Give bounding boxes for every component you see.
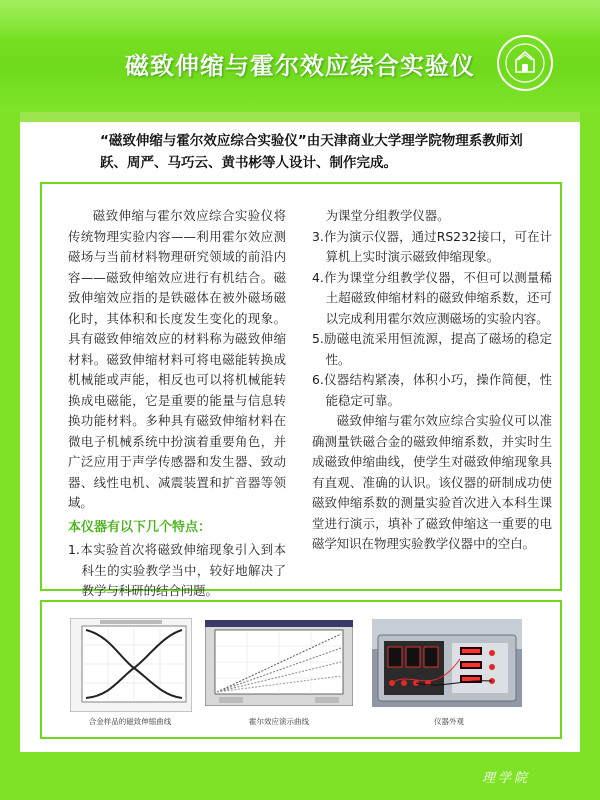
feature-item-5: 5.励磁电流采用恒流源，提高了磁场的稳定性。 [312,331,552,367]
feature-item-1: 1.本实验首次将磁致伸缩现象引入到本科生的实验教学当中，较好地解决了教学与科研的结合问题。 [68,542,286,598]
feature-item-6: 6.仪器结构紧凑，体积小巧，操作简便，性能稳定可靠。 [312,372,552,408]
figure-caption-1: 合金样品的磁致伸缩曲线 [88,717,172,726]
summary-paragraph: 磁致伸缩与霍尔效应综合实验仪可以准确测量铁磁合金的磁致伸缩系数，并实时生成磁致伸缩曲线，使学生对磁致伸缩现象具有直观、准确的认识。该仪器的研制成功使磁致伸缩系数的测量实验首次进入本科生课堂进行演示，填补了磁致伸缩这一重要的电磁学知识在物理实验教学仪器中的空白。 [312,413,552,551]
intro-text [70,130,540,174]
page-title: 磁致伸缩与霍尔效应综合实验仪 [125,52,475,80]
university-seal-icon [496,34,554,92]
figure-caption-3: 仪器外观 [434,717,464,726]
hall-effect-curve-figure [205,620,353,706]
left-column [68,206,286,622]
header-banner [0,0,600,112]
feature-item-4: 4.作为课堂分组教学仪器，不但可以测量稀土超磁致伸缩材料的磁致伸缩系数，还可以完成利用霍尔效应测磁场的实验内容。 [312,269,552,326]
feature-item-2-cont: 为课堂分组教学仪器。 [325,208,450,223]
feature-item-3: 3.作为演示仪器，通过RS232接口，可在计算机上实时演示磁致伸缩现象。 [312,228,552,264]
features-heading: 本仪器有以下几个特点： [68,519,212,535]
right-column [312,206,552,555]
figure-caption-2: 霍尔效应演示曲线 [249,717,309,726]
top-band [20,112,580,122]
magnetostriction-curve-figure [70,618,192,712]
footer-mark: 理学院 [482,771,531,786]
instrument-photo-figure [372,619,522,707]
intro-line-2: 跃、周严、马巧云、黄书彬等人设计、制作完成。 [100,155,397,171]
intro-paragraph: 磁致伸缩与霍尔效应综合实验仪将传统物理实验内容——利用霍尔效应测磁场与当前材料物理研究领域的前沿内容——磁致伸缩效应进行有机结合。磁致伸缩效应指的是铁磁体在被外磁场磁化时，其体积和长度发生变化的现象。具有磁致伸缩效应的材料称为磁致伸缩材料。磁致伸缩材料可将电磁能转换成机械能或声能，相反也可以将机械能转换成电磁能，它是重要的能量与信息转换功能材料。多种具有磁致伸缩材料在微电子机械系统中扮演着重要角色，并广泛应用于声学传感器和发生器、致动器、线性电机、减震装置和扩音器等领域。 [68,208,286,510]
intro-line-1: “磁致伸缩与霍尔效应综合实验仪”由天津商业大学理学院物理系教师刘 [100,133,523,149]
